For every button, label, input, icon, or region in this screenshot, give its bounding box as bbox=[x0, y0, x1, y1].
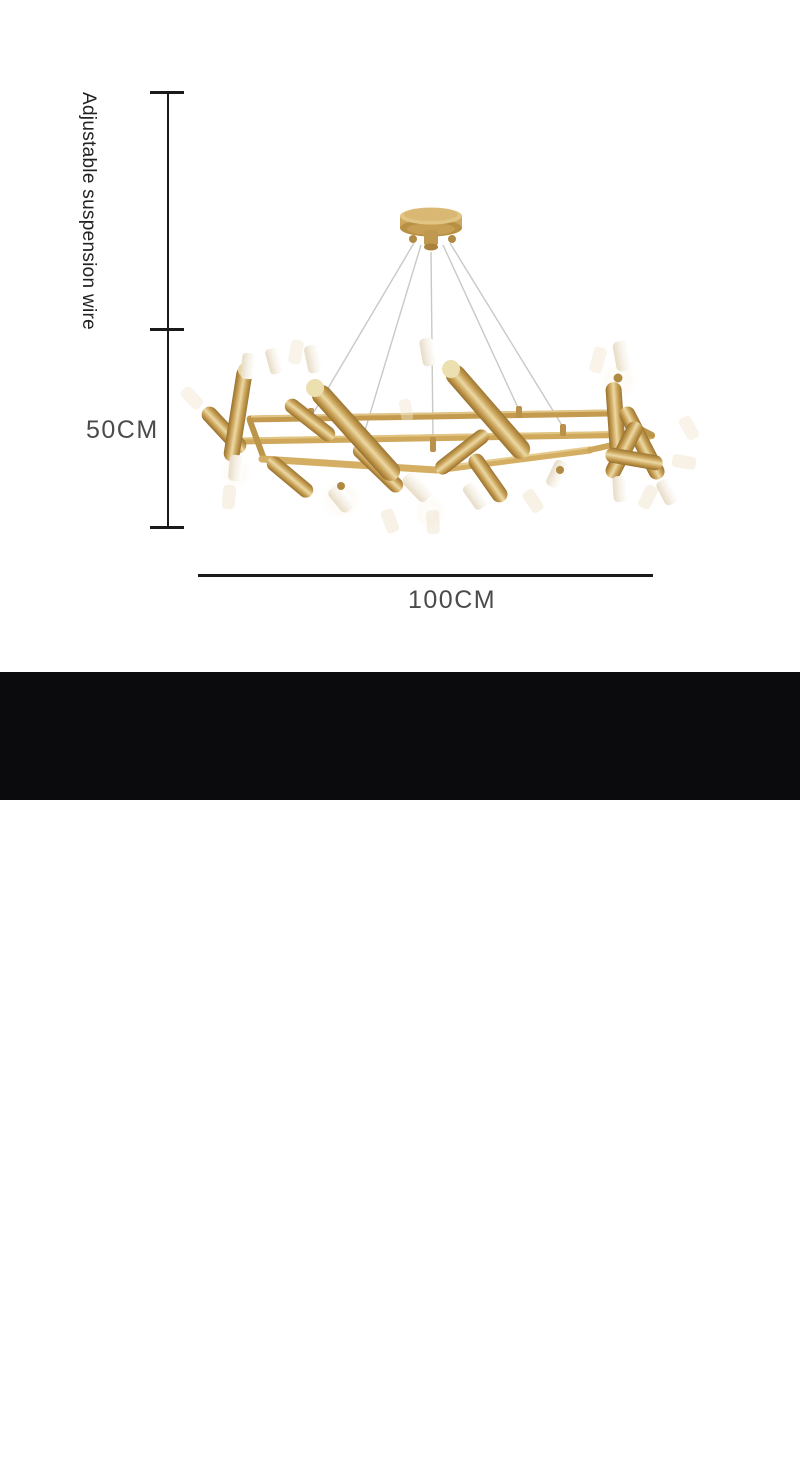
suspension-wires bbox=[311, 243, 563, 440]
ring-frame bbox=[240, 406, 652, 470]
dimension-tick-middle bbox=[150, 328, 184, 331]
dimension-tick-bottom bbox=[150, 526, 184, 529]
spec-material: Material: iron+acrylic bbox=[145, 1437, 345, 1460]
ceiling-canopy bbox=[400, 208, 462, 251]
gold-tubes bbox=[198, 360, 667, 506]
vertical-dimension-line bbox=[167, 92, 169, 528]
horizontal-dimension-line bbox=[198, 574, 653, 577]
specs-row bbox=[0, 1370, 800, 1396]
dimension-tick-top bbox=[150, 91, 184, 94]
height-measurement-label: 50CM bbox=[86, 416, 159, 444]
lamp-shades bbox=[228, 337, 679, 515]
background-lamp-shades bbox=[179, 339, 701, 534]
specs-row bbox=[0, 1437, 800, 1463]
light-glows bbox=[220, 362, 637, 528]
specs-panel bbox=[0, 672, 800, 1460]
spec-light-source: Light source: LED*20*G4 bbox=[430, 1437, 672, 1460]
suspension-wire-label: Adjustable suspension wire bbox=[78, 91, 99, 331]
spec-area: Area: 15–20m² bbox=[145, 1370, 288, 1393]
diameter-measurement-label: 100CM bbox=[408, 586, 497, 614]
spec-size: Size: D100*H50CM bbox=[430, 1370, 617, 1393]
